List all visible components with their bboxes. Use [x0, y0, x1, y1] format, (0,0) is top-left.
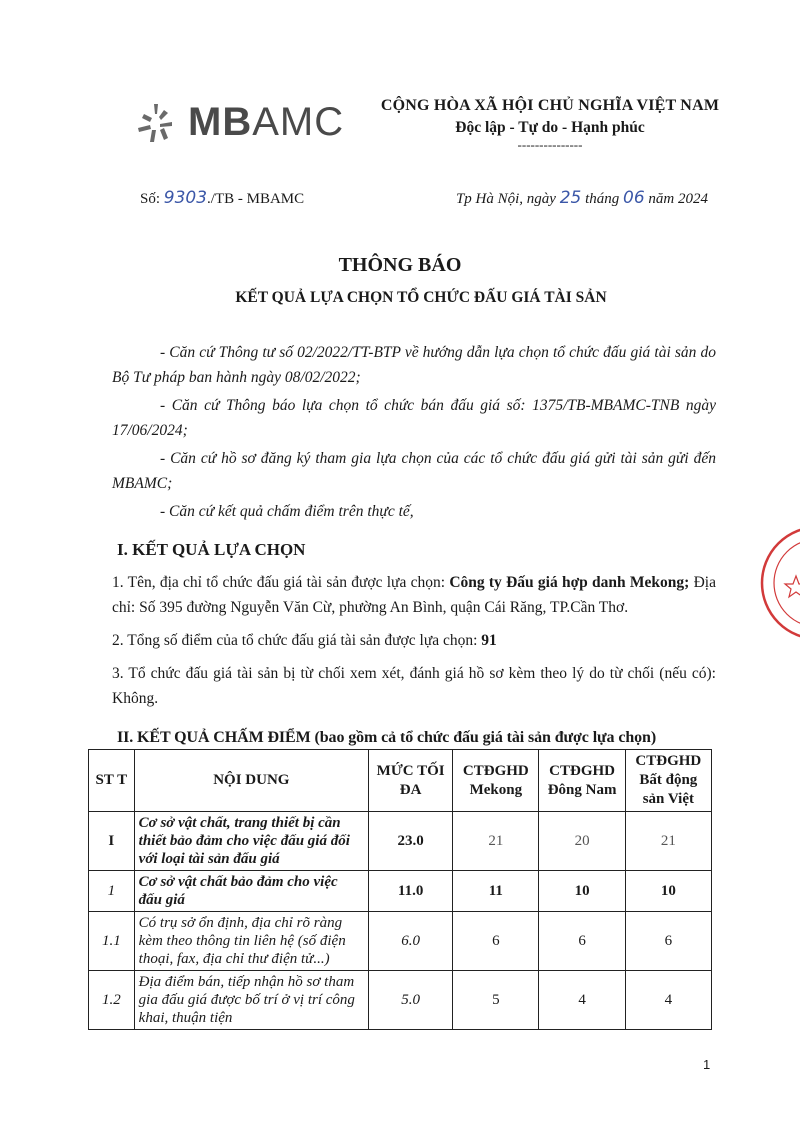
cell-dongnam: 10 [539, 871, 625, 912]
cell-mekong: 11 [453, 871, 539, 912]
cell-bdsviet: 4 [625, 971, 711, 1030]
col-max: MỨC TỐI ĐA [369, 750, 453, 812]
cell-mekong: 21 [453, 812, 539, 871]
cell-content: Cơ sở vật chất bảo đảm cho việc đấu giá [134, 871, 368, 912]
handwritten-number: 9303 [163, 188, 208, 208]
section1-item3: 3. Tổ chức đấu giá tài sản bị từ chối xem xét, đánh giá hồ sơ kèm theo lý do từ chối (nếu có): Không. [112, 665, 716, 707]
cell-stt: 1.2 [89, 971, 135, 1030]
document-title: THÔNG BÁO [338, 254, 462, 276]
score-table [88, 749, 712, 1030]
col-stt: ST T [89, 750, 135, 812]
basis-item: - Căn cứ Thông báo lựa chọn tổ chức bán đấu giá số: 1375/TB-MBAMC-TNB ngày 17/06/2024; [112, 397, 716, 439]
cell-bdsviet: 21 [625, 812, 711, 871]
cell-bdsviet: 6 [625, 912, 711, 971]
table-row [89, 912, 712, 971]
table-row [89, 871, 712, 912]
handwritten-month: 06 [623, 188, 645, 208]
cell-dongnam: 6 [539, 912, 625, 971]
cell-max: 23.0 [369, 812, 453, 871]
section1-item1: 1. Tên, địa chỉ tổ chức đấu giá tài sản được lựa chọn: Công ty Đấu giá hợp danh Mekong; Địa chỉ: Số 395 đường Nguyễn Văn Cừ, phường An Bình, quận Cái Răng, TP.Cần Thơ. [112, 574, 716, 616]
col-content: NỘI DUNG [134, 750, 368, 812]
section1-content [112, 570, 716, 719]
logo-star-icon [130, 96, 182, 148]
table-header-row [89, 750, 712, 812]
cell-content: Có trụ sở ổn định, địa chỉ rõ ràng kèm theo thông tin liên hệ (số điện thoại, fax, địa chỉ thư điện tử...) [134, 912, 368, 971]
page-number: 1 [703, 1057, 711, 1072]
col-dongnam: CTĐGHD Đông Nam [539, 750, 625, 812]
red-seal-stamp [756, 518, 800, 648]
document-subtitle: KẾT QUẢ LỰA CHỌN TỔ CHỨC ĐẤU GIÁ TÀI SẢN [235, 289, 607, 306]
cell-stt: 1.1 [89, 912, 135, 971]
company-logo [130, 96, 344, 148]
nation-line2: Độc lập - Tự do - Hạnh phúc [455, 119, 645, 136]
cell-content: Cơ sở vật chất, trang thiết bị cần thiết bảo đảm cho việc đấu giá đối với loại tài sản đấu giá [134, 812, 368, 871]
cell-dongnam: 4 [539, 971, 625, 1030]
cell-max: 5.0 [369, 971, 453, 1030]
section1-heading: I. KẾT QUẢ LỰA CHỌN [117, 540, 306, 559]
cell-mekong: 6 [453, 912, 539, 971]
cell-stt: 1 [89, 871, 135, 912]
cell-mekong: 5 [453, 971, 539, 1030]
logo-wordmark: MBAMC [188, 100, 345, 144]
cell-dongnam: 20 [539, 812, 625, 871]
legal-basis [112, 340, 716, 527]
national-motto [380, 97, 720, 153]
col-mekong: CTĐGHD Mekong [453, 750, 539, 812]
basis-item: - Căn cứ kết quả chấm điểm trên thực tế, [160, 503, 414, 520]
basis-item: - Căn cứ hồ sơ đăng ký tham gia lựa chọn của các tổ chức đấu giá gửi tài sản gửi đến MBAMC; [112, 450, 716, 492]
cell-max: 6.0 [369, 912, 453, 971]
table-row [89, 971, 712, 1030]
cell-stt: I [89, 812, 135, 871]
document-number: Số: 9303./TB - MBAMC [140, 188, 305, 208]
handwritten-day: 25 [559, 188, 582, 208]
place-and-date: Tp Hà Nội, ngày 25 tháng 06 năm 2024 [455, 188, 708, 208]
section2-heading: II. KẾT QUẢ CHẤM ĐIỂM (bao gồm cả tổ chức đấu giá tài sản được lựa chọn) [117, 729, 657, 746]
nation-line1: CỘNG HÒA XÃ HỘI CHỦ NGHĨA VIỆT NAM [380, 97, 720, 114]
basis-item: - Căn cứ Thông tư số 02/2022/TT-BTP về hướng dẫn lựa chọn tổ chức đấu giá tài sản do Bộ Tư pháp ban hành ngày 08/02/2022; [112, 344, 716, 386]
table-row [89, 812, 712, 871]
section1-item2: 2. Tổng số điểm của tổ chức đấu giá tài sản được lựa chọn: 91 [112, 632, 497, 649]
cell-bdsviet: 10 [625, 871, 711, 912]
cell-content: Địa điểm bán, tiếp nhận hồ sơ tham gia đấu giá được bố trí ở vị trí công khai, thuận tiện [134, 971, 368, 1030]
col-bdsviet: CTĐGHD Bất động sản Việt [625, 750, 711, 812]
cell-max: 11.0 [369, 871, 453, 912]
nation-separator: --------------- [517, 137, 583, 152]
